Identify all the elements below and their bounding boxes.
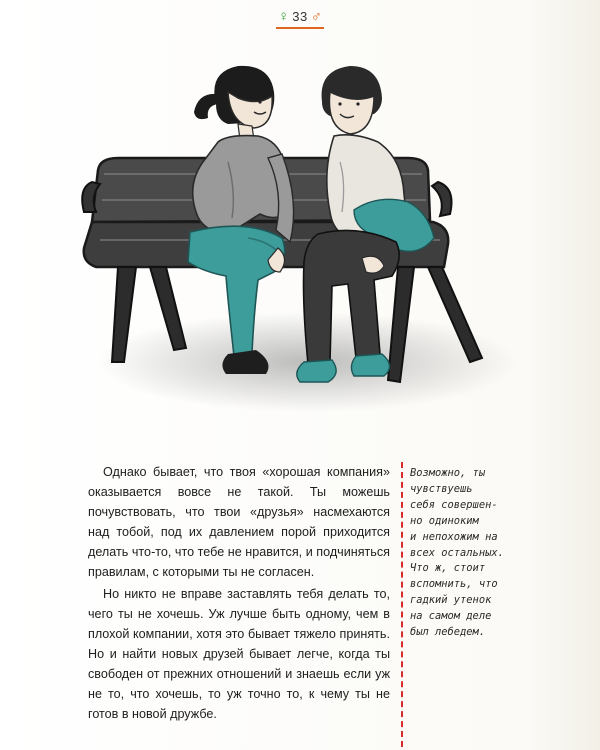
sidebar-handwritten-note: Возможно, ты чувствуешь себя совершен- но одиноким и непохожим на всех остальных. Что ж, стоит вспомнить, что гадкий утенок на самом деле был лебедем. [410, 467, 504, 639]
page-number-row [278, 8, 322, 25]
header-underline [276, 27, 324, 29]
page-number: 33 [292, 9, 308, 24]
main-body-text [88, 462, 390, 724]
page-header [0, 8, 600, 42]
male-symbol-icon: ♂ [310, 8, 322, 25]
header-inner [276, 8, 324, 29]
female-symbol-icon: ♀ [278, 8, 290, 25]
bench-illustration [78, 62, 518, 452]
body-paragraph-1: Однако бывает, что твоя «хорошая компания» оказывается вовсе не такой. Ты можешь почувствовать, что твои «друзья» насмехаются над тобой, под их давлением порой приходится делать что-то, что тебе не нравится, и подчиняться правилам, с которыми ты не согласен. [88, 465, 390, 579]
sidebar-dashed-divider [401, 462, 403, 747]
body-paragraph-2: Но никто не вправе заставлять тебя делать то, чего ты не хочешь. Уж лучше быть одному, чем в плохой компании, хотя это бывает тяжело принять. Но и найти новых друзей бывает легче, когда ты свободен от прежних отношений и знаешь если уж не то, что хочешь, то уж точно то, к чему ты не готов в новой дружбе. [88, 587, 390, 721]
